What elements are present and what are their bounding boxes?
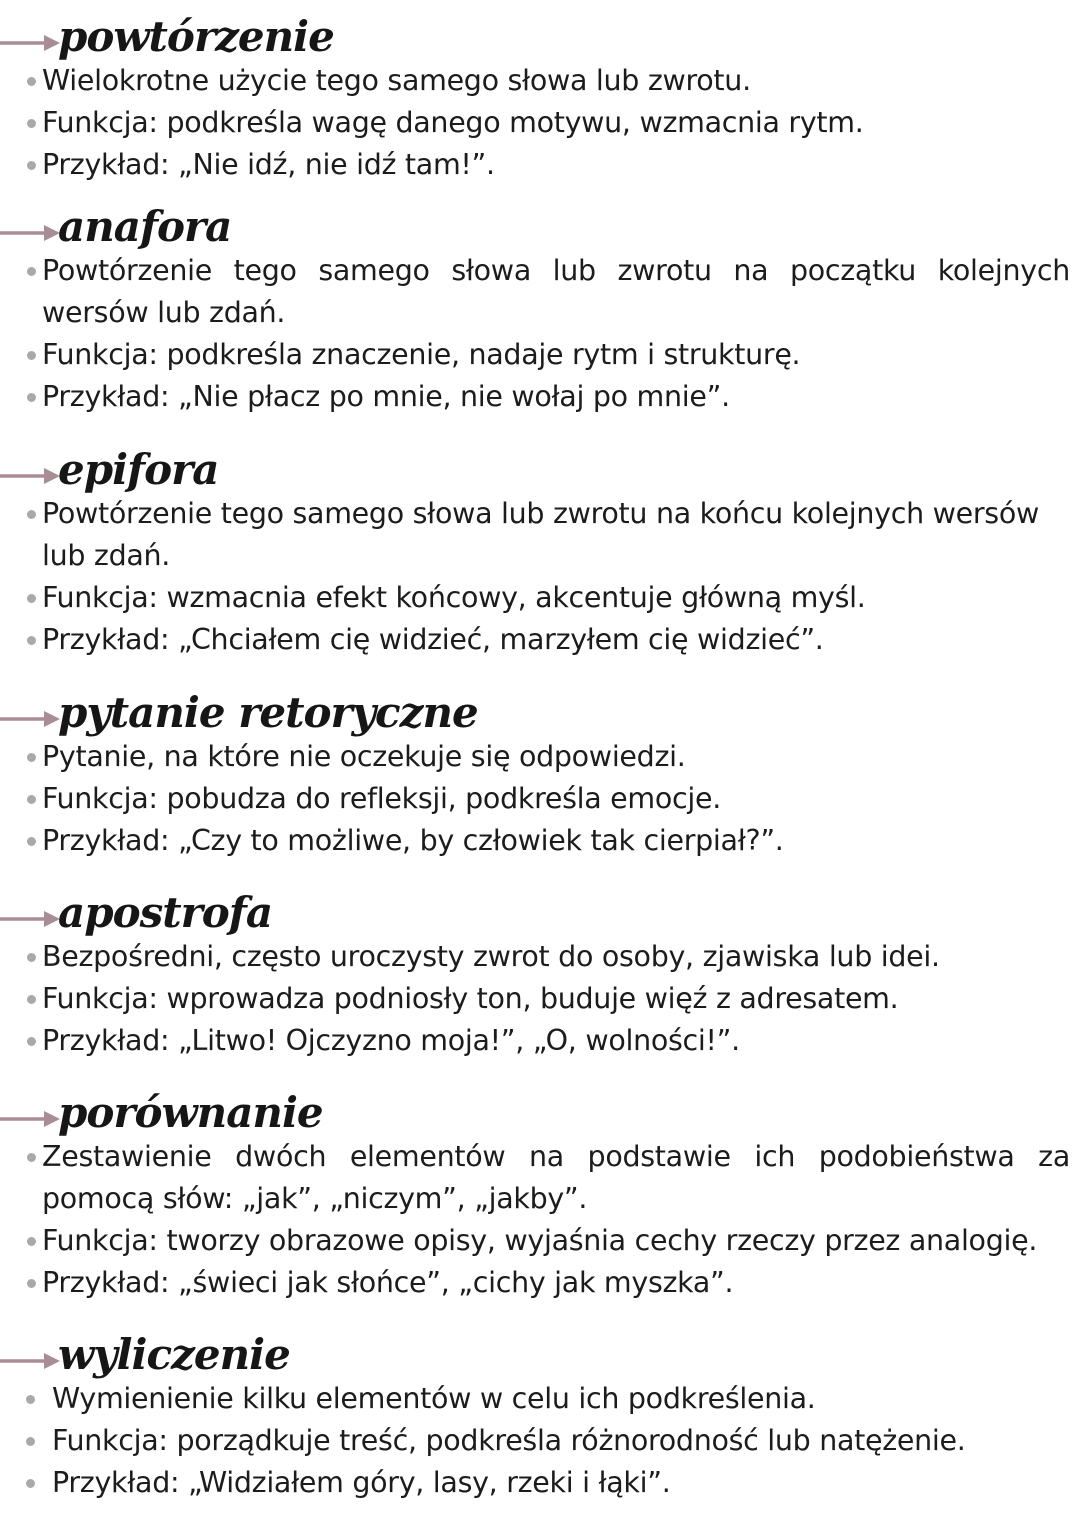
section-title: pytanie retoryczne [58, 688, 478, 737]
bullet-icon [27, 1237, 36, 1246]
bullet-icon [27, 351, 36, 360]
item-text: Przykład: „Chciałem cię widzieć, marzyłem cię widzieć”. [42, 623, 824, 656]
bullet-icon [27, 77, 36, 86]
item-text: Przykład: „Litwo! Ojczyzno moja!”, „O, wolności!”. [42, 1024, 740, 1057]
bullet-list [0, 936, 1080, 1062]
bullet-list [0, 736, 1080, 862]
bullet-list [0, 493, 1080, 661]
item-text: Powtórzenie tego samego słowa lub zwrotu na początku kolejnych wersów lub zdań. [42, 254, 1070, 329]
list-item [0, 144, 1080, 186]
item-text: Zestawienie dwóch elementów na podstawie ich podobieństwa za pomocą słów: „jak”, „niczym”, „jakby”. [42, 1140, 1070, 1215]
item-text: Przykład: „Czy to możliwe, by człowiek tak cierpiał?”. [42, 824, 784, 857]
list-item [0, 1136, 1080, 1220]
bullet-icon [27, 161, 36, 170]
list-item [0, 1262, 1080, 1304]
section-title: powtórzenie [58, 12, 334, 61]
item-text: Funkcja: pobudza do refleksji, podkreśla emocje. [42, 782, 721, 815]
bullet-icon [26, 1479, 35, 1488]
item-text: Funkcja: podkreśla znaczenie, nadaje rytm i strukturę. [42, 338, 801, 371]
section-title: porównanie [58, 1088, 323, 1137]
list-item [0, 619, 1080, 661]
item-text: Przykład: „Nie płacz po mnie, nie wołaj po mnie”. [42, 380, 730, 413]
bullet-icon [26, 1437, 35, 1446]
bullet-list [0, 250, 1080, 418]
bullet-icon [27, 1153, 36, 1162]
section-porownanie [0, 1088, 1080, 1304]
item-text: Funkcja: tworzy obrazowe opisy, wyjaśnia cechy rzeczy przez analogię. [42, 1224, 1038, 1257]
list-item [0, 936, 1080, 978]
bullet-icon [27, 510, 36, 519]
bullet-icon [27, 953, 36, 962]
list-item [0, 60, 1080, 102]
item-text: Przykład: „Widziałem góry, lasy, rzeki i łąki”. [52, 1466, 671, 1499]
section-title: wyliczenie [58, 1330, 290, 1379]
section-powtorzenie [0, 12, 1080, 186]
list-item [0, 250, 1080, 334]
section-pytanie-retoryczne [0, 688, 1080, 862]
bullet-icon [27, 995, 36, 1004]
section-wyliczenie [0, 1330, 1080, 1504]
bullet-icon [27, 837, 36, 846]
list-item [0, 820, 1080, 862]
item-text: Funkcja: podkreśla wagę danego motywu, wzmacnia rytm. [42, 106, 864, 139]
item-text: Pytanie, na które nie oczekuje się odpowiedzi. [42, 740, 686, 773]
item-text: Funkcja: wprowadza podniosły ton, buduje więź z adresatem. [42, 982, 899, 1015]
list-item [0, 493, 1080, 577]
list-item [0, 978, 1080, 1020]
item-text: Przykład: „Nie idź, nie idź tam!”. [42, 148, 495, 181]
bullet-list [0, 1378, 1080, 1504]
item-text: Funkcja: wzmacnia efekt końcowy, akcentuje główną myśl. [42, 581, 866, 614]
item-text: Bezpośredni, często uroczysty zwrot do osoby, zjawiska lub idei. [42, 940, 940, 973]
list-item [0, 1020, 1080, 1062]
list-item [0, 778, 1080, 820]
bullet-icon [27, 1279, 36, 1288]
item-text: Wymienienie kilku elementów w celu ich podkreślenia. [52, 1382, 816, 1415]
section-title: epifora [58, 445, 219, 494]
list-item [0, 1220, 1080, 1262]
bullet-icon [26, 1395, 35, 1404]
section-anafora [0, 202, 1080, 418]
bullet-icon [27, 393, 36, 402]
section-epifora [0, 445, 1080, 661]
list-item [0, 1462, 1080, 1504]
bullet-icon [27, 753, 36, 762]
item-text: Wielokrotne użycie tego samego słowa lub zwrotu. [42, 64, 751, 97]
bullet-icon [27, 795, 36, 804]
bullet-icon [27, 119, 36, 128]
section-title: apostrofa [58, 888, 273, 937]
item-text: Funkcja: porządkuje treść, podkreśla różnorodność lub natężenie. [52, 1424, 966, 1457]
list-item [0, 376, 1080, 418]
list-item [0, 1420, 1080, 1462]
bullet-icon [27, 267, 36, 276]
list-item [0, 334, 1080, 376]
list-item [0, 1378, 1080, 1420]
item-text: Powtórzenie tego samego słowa lub zwrotu na końcu kolejnych wersów lub zdań. [42, 497, 1039, 572]
item-text: Przykład: „świeci jak słońce”, „cichy jak myszka”. [42, 1266, 734, 1299]
list-item [0, 577, 1080, 619]
section-apostrofa [0, 888, 1080, 1062]
bullet-list [0, 60, 1080, 186]
bullet-icon [27, 594, 36, 603]
bullet-icon [27, 636, 36, 645]
list-item [0, 102, 1080, 144]
list-item [0, 736, 1080, 778]
bullet-list [0, 1136, 1080, 1304]
bullet-icon [27, 1037, 36, 1046]
section-title: anafora [58, 202, 232, 251]
